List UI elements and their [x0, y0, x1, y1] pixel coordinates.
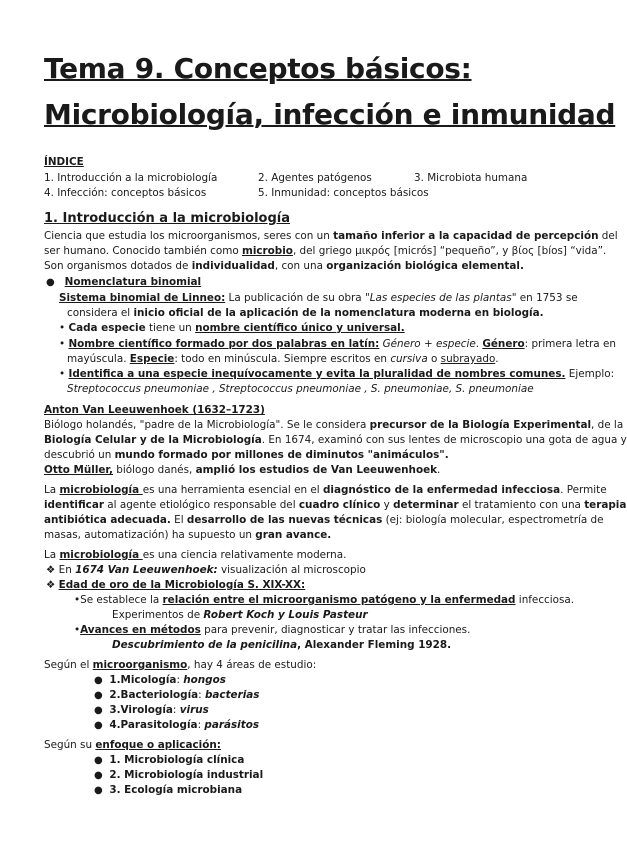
species-example: Streptococcus pneumoniae , Streptococcus pneumoniae , S. pneumoniae, S. pneumoniae	[67, 383, 534, 395]
moderna-sub-1: •Se establece la relación entre el microorganismo patógeno y la enfermedad infecciosa.	[74, 594, 575, 606]
area-item-1: ● 1.Micología: hongos	[94, 674, 226, 686]
leeuwenhoek-line-1: Biólogo holandés, "padre de la Microbiología". Se le considera precursor de la Biología Experimental, de la	[44, 419, 624, 431]
leeuwenhoek-line-3: descubrió un mundo formado por millones de diminutos "animáculos".	[44, 449, 449, 461]
moderna-sub-1b: Experimentos de Robert Koch y Louis Pasteur	[112, 609, 368, 621]
section-heading: 1. Introducción a la microbiología	[44, 211, 291, 226]
index-item-5: 5. Inmunidad: conceptos básicos	[258, 187, 429, 199]
linneo-line-2: considera el inicio oficial de la aplicación de la nomenclatura moderna en biología.	[67, 307, 544, 319]
bullet-icon: ●	[94, 690, 103, 701]
index-item-2: 2. Agentes patógenos	[258, 172, 372, 184]
bullet-icon: ●	[94, 675, 103, 686]
enfoque-item-1: ● 1. Microbiología clínica	[94, 754, 245, 766]
bullet-icon: ●	[94, 720, 103, 731]
bullet-icon: •	[59, 368, 66, 380]
nomenclatura-sub-2b: mayúscula. Especie: todo en minúscula. Siempre escritos en cursiva o subrayado.	[67, 353, 499, 365]
bullet-icon: •	[74, 594, 81, 606]
diamond-bullet-icon: ❖	[46, 564, 56, 576]
moderna-line-1: La microbiología es una ciencia relativamente moderna.	[44, 549, 347, 561]
herramienta-line-3: antibiótica adecuada. El desarrollo de las nuevas técnicas (ej: biología molecular, espectrometría de	[44, 514, 604, 526]
intro-line-1: Ciencia que estudia los microorganismos, seres con un tamaño inferior a la capacidad de percepción del	[44, 230, 618, 242]
herramienta-line-1: La microbiología es una herramienta esencial en el diagnóstico de la enfermedad infecciosa. Permite	[44, 484, 607, 496]
intro-line-3: Son organismos dotados de individualidad, con una organización biológica elemental.	[44, 260, 524, 272]
bullet-icon: ●	[94, 705, 103, 716]
nomenclatura-sub-1: • Cada especie tiene un nombre científico único y universal.	[59, 322, 405, 334]
page-title-line2: Microbiología, infección e inmunidad	[44, 98, 616, 131]
index-heading: ÍNDICE	[44, 156, 84, 168]
linneo-line-1: Sistema binomial de Linneo: La publicación de su obra "Las especies de las plantas" en 1753 se	[59, 292, 578, 304]
bullet-icon: ●	[46, 277, 55, 288]
diamond-bullet-icon: ❖	[46, 579, 56, 591]
bullet-icon: •	[59, 322, 66, 334]
index-item-1: 1. Introducción a la microbiología	[44, 172, 218, 184]
bullet-icon: •	[59, 338, 66, 350]
enfoque-intro: Según su enfoque o aplicación:	[44, 739, 221, 751]
areas-intro: Según el microorganismo, hay 4 áreas de estudio:	[44, 659, 317, 671]
bullet-icon: ●	[94, 770, 103, 781]
moderna-bullet-2: ❖ Edad de oro de la Microbiología S. XIX-XX:	[46, 579, 306, 591]
herramienta-line-2: identificar al agente etiológico responsable del cuadro clínico y determinar el tratamiento con una terapia	[44, 499, 627, 511]
moderna-sub-2: •Avances en métodos para prevenir, diagnosticar y tratar las infecciones.	[74, 624, 471, 636]
nomenclatura-sub-3: • Identifica a una especie inequívocamente y evita la pluralidad de nombres comunes. Ejemplo:	[59, 368, 615, 380]
intro-line-2: ser humano. Conocido también como microbio, del griego μικρός [micrós] “pequeño”, y βίος [bíos] “vida”.	[44, 245, 607, 257]
index-item-4: 4. Infección: conceptos básicos	[44, 187, 207, 199]
leeuwenhoek-line-2: Biología Celular y de la Microbiología. En 1674, examinó con sus lentes de microscopio una gota de agua y	[44, 434, 627, 446]
bullet-icon: ●	[94, 785, 103, 796]
leeuwenhoek-heading: Anton Van Leeuwenhoek (1632–1723)	[44, 404, 265, 416]
page-title-line1: Tema 9. Conceptos básicos:	[44, 52, 472, 85]
moderna-sub-2b: Descubrimiento de la penicilina, Alexander Fleming 1928.	[112, 639, 452, 651]
index-item-3: 3. Microbiota humana	[414, 172, 528, 184]
bullet-icon: •	[74, 624, 81, 636]
nomenclatura-sub-2: • Nombre científico formado por dos palabras en latín: Género + especie. Género: primera letra en	[59, 338, 616, 350]
area-item-4: ● 4.Parasitología: parásitos	[94, 719, 260, 731]
area-item-2: ● 2.Bacteriología: bacterias	[94, 689, 260, 701]
enfoque-item-2: ● 2. Microbiología industrial	[94, 769, 264, 781]
moderna-bullet-1: ❖ En 1674 Van Leeuwenhoek: visualización al microscopio	[46, 564, 366, 576]
leeuwenhoek-line-4: Otto Müller, biólogo danés, amplió los estudios de Van Leeuwenhoek.	[44, 464, 441, 476]
enfoque-item-3: ● 3. Ecología microbiana	[94, 784, 243, 796]
bullet-icon: ●	[94, 755, 103, 766]
herramienta-line-4: masas, automatización) ha supuesto un gran avance.	[44, 529, 332, 541]
area-item-3: ● 3.Virología: virus	[94, 704, 209, 716]
nomenclatura-item: ● Nomenclatura binomial	[46, 276, 202, 288]
